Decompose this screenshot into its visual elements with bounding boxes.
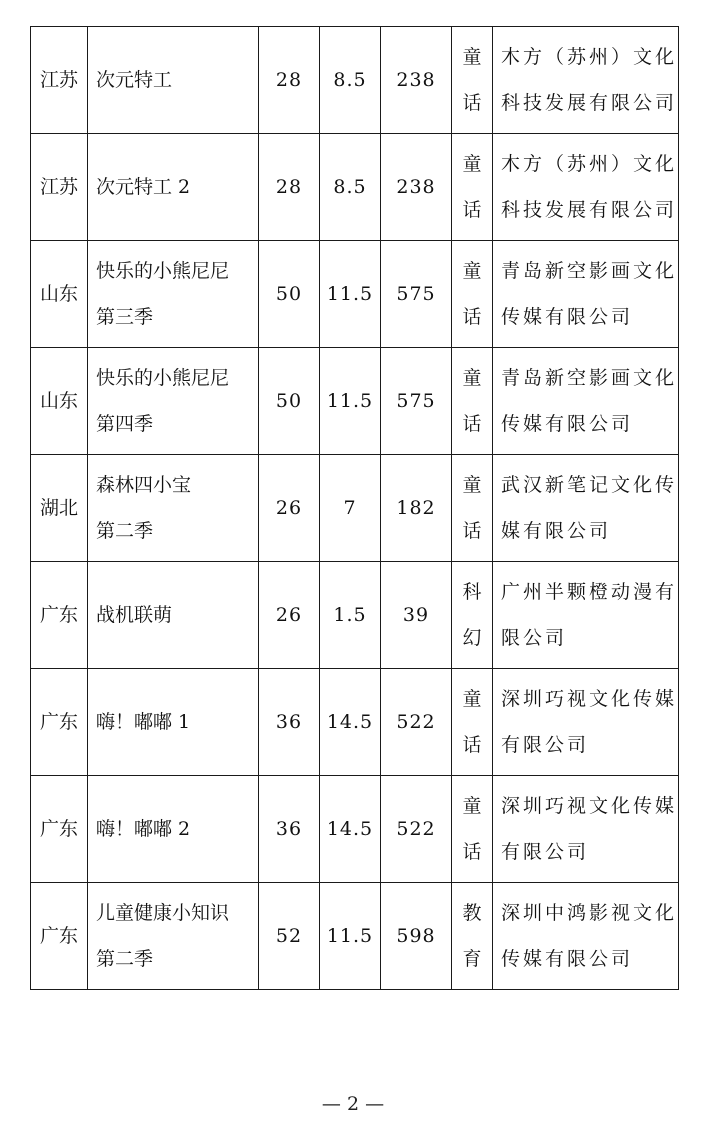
table-row: [31, 27, 679, 134]
minutes-cell: [320, 669, 381, 776]
genre-char: 幻: [462, 627, 482, 649]
company-cell: [493, 241, 679, 348]
genre-char: 科: [462, 581, 482, 603]
total-minutes-cell: [381, 669, 452, 776]
province-cell: [31, 27, 88, 134]
table-row: [31, 455, 679, 562]
company-cell: [493, 134, 679, 241]
genre-cell: [452, 27, 493, 134]
total-minutes-cell: [381, 883, 452, 990]
company-cell: [493, 455, 679, 562]
province-text: 江苏: [39, 176, 78, 198]
title-line: 嗨！嘟嘟 1: [96, 711, 191, 733]
minutes-cell: [320, 241, 381, 348]
title-line: 第二季: [96, 520, 154, 542]
minutes-cell: [320, 455, 381, 562]
company-cell: [493, 27, 679, 134]
company-line: 深圳中鸿影视文化: [501, 902, 678, 924]
animation-listing-table: [30, 26, 679, 990]
province-cell: [31, 776, 88, 883]
company-line: 传媒有限公司: [501, 413, 634, 435]
episodes-cell: [259, 776, 320, 883]
minutes-cell: [320, 27, 381, 134]
company-line: 科技发展有限公司: [501, 92, 678, 114]
total-minutes-value: 522: [396, 818, 436, 840]
title-line: 次元特工: [96, 69, 173, 91]
episodes-value: 28: [275, 176, 303, 198]
episodes-cell: [259, 348, 320, 455]
genre-cell: [452, 669, 493, 776]
title-line: 次元特工 2: [96, 176, 191, 198]
minutes-cell: [320, 562, 381, 669]
episodes-cell: [259, 562, 320, 669]
minutes-cell: [320, 776, 381, 883]
table-row: [31, 776, 679, 883]
genre-char: 童: [462, 153, 482, 175]
episodes-cell: [259, 27, 320, 134]
company-line: 深圳巧视文化传媒: [501, 688, 678, 710]
title-line: 第四季: [96, 413, 154, 435]
minutes-cell: [320, 134, 381, 241]
title-line: 儿童健康小知识: [96, 902, 230, 924]
province-cell: [31, 134, 88, 241]
title-cell: [88, 455, 259, 562]
genre-char: 童: [462, 46, 482, 68]
title-cell: [88, 883, 259, 990]
genre-char: 话: [462, 92, 482, 114]
title-cell: [88, 669, 259, 776]
province-text: 山东: [39, 390, 78, 412]
company-line: 科技发展有限公司: [501, 199, 678, 221]
total-minutes-value: 238: [396, 69, 436, 91]
title-line: 第二季: [96, 948, 154, 970]
total-minutes-value: 575: [396, 283, 436, 305]
title-cell: [88, 134, 259, 241]
genre-char: 童: [462, 795, 482, 817]
company-line: 媒有限公司: [501, 520, 612, 542]
title-cell: [88, 27, 259, 134]
total-minutes-value: 238: [396, 176, 436, 198]
episodes-value: 26: [275, 604, 303, 626]
title-cell: [88, 241, 259, 348]
total-minutes-cell: [381, 348, 452, 455]
total-minutes-cell: [381, 562, 452, 669]
company-line: 木方（苏州）文化: [501, 46, 678, 68]
table-row: [31, 134, 679, 241]
table-row: [31, 348, 679, 455]
province-text: 广东: [39, 711, 78, 733]
company-cell: [493, 348, 679, 455]
total-minutes-value: 39: [402, 604, 430, 626]
total-minutes-value: 575: [396, 390, 436, 412]
company-line: 广州半颗橙动漫有: [501, 581, 678, 603]
province-text: 广东: [39, 925, 78, 947]
province-cell: [31, 562, 88, 669]
province-text: 广东: [39, 604, 78, 626]
company-cell: [493, 669, 679, 776]
company-line: 青岛新空影画文化: [501, 260, 678, 282]
company-line: 传媒有限公司: [501, 948, 634, 970]
episodes-value: 26: [275, 497, 303, 519]
minutes-cell: [320, 883, 381, 990]
company-line: 武汉新笔记文化传: [501, 474, 678, 496]
genre-char: 话: [462, 199, 482, 221]
minutes-value: 8.5: [333, 69, 367, 91]
province-cell: [31, 455, 88, 562]
episodes-value: 50: [275, 283, 303, 305]
title-cell: [88, 562, 259, 669]
total-minutes-value: 522: [396, 711, 436, 733]
company-cell: [493, 776, 679, 883]
genre-char: 教: [462, 902, 482, 924]
company-line: 深圳巧视文化传媒: [501, 795, 678, 817]
episodes-cell: [259, 883, 320, 990]
total-minutes-value: 182: [396, 497, 436, 519]
genre-char: 话: [462, 841, 482, 863]
minutes-value: 1.5: [333, 604, 367, 626]
episodes-value: 50: [275, 390, 303, 412]
title-line: 森林四小宝: [96, 474, 192, 496]
title-cell: [88, 348, 259, 455]
table-row: [31, 883, 679, 990]
genre-cell: [452, 241, 493, 348]
episodes-value: 36: [275, 711, 303, 733]
province-text: 湖北: [39, 497, 78, 519]
genre-char: 童: [462, 688, 482, 710]
total-minutes-cell: [381, 134, 452, 241]
company-line: 有限公司: [501, 734, 590, 756]
table-body: [31, 27, 679, 990]
minutes-value: 14.5: [326, 818, 374, 840]
episodes-value: 36: [275, 818, 303, 840]
episodes-cell: [259, 241, 320, 348]
minutes-value: 14.5: [326, 711, 374, 733]
genre-cell: [452, 883, 493, 990]
minutes-value: 8.5: [333, 176, 367, 198]
episodes-cell: [259, 669, 320, 776]
province-text: 江苏: [39, 69, 78, 91]
genre-cell: [452, 776, 493, 883]
province-cell: [31, 883, 88, 990]
genre-cell: [452, 455, 493, 562]
total-minutes-cell: [381, 455, 452, 562]
minutes-cell: [320, 348, 381, 455]
company-cell: [493, 562, 679, 669]
total-minutes-value: 598: [396, 925, 436, 947]
genre-char: 话: [462, 734, 482, 756]
episodes-value: 28: [275, 69, 303, 91]
company-line: 有限公司: [501, 841, 590, 863]
table-row: [31, 562, 679, 669]
title-line: 战机联萌: [96, 604, 173, 626]
title-line: 嗨！嘟嘟 2: [96, 818, 191, 840]
minutes-value: 7: [343, 497, 357, 519]
province-cell: [31, 348, 88, 455]
genre-char: 童: [462, 260, 482, 282]
genre-cell: [452, 562, 493, 669]
genre-cell: [452, 134, 493, 241]
table-row: [31, 669, 679, 776]
genre-cell: [452, 348, 493, 455]
episodes-value: 52: [275, 925, 303, 947]
title-cell: [88, 776, 259, 883]
genre-char: 童: [462, 474, 482, 496]
company-line: 传媒有限公司: [501, 306, 634, 328]
genre-char: 育: [462, 948, 482, 970]
page-number: — 2 —: [321, 1093, 385, 1115]
episodes-cell: [259, 134, 320, 241]
company-line: 限公司: [501, 627, 568, 649]
province-cell: [31, 669, 88, 776]
province-text: 广东: [39, 818, 78, 840]
total-minutes-cell: [381, 27, 452, 134]
title-line: 第三季: [96, 306, 154, 328]
episodes-cell: [259, 455, 320, 562]
title-line: 快乐的小熊尼尼: [96, 260, 230, 282]
province-text: 山东: [39, 283, 78, 305]
genre-char: 童: [462, 367, 482, 389]
province-cell: [31, 241, 88, 348]
title-line: 快乐的小熊尼尼: [96, 367, 230, 389]
genre-char: 话: [462, 520, 482, 542]
total-minutes-cell: [381, 776, 452, 883]
minutes-value: 11.5: [326, 390, 374, 412]
company-line: 木方（苏州）文化: [501, 153, 678, 175]
genre-char: 话: [462, 413, 482, 435]
genre-char: 话: [462, 306, 482, 328]
total-minutes-cell: [381, 241, 452, 348]
minutes-value: 11.5: [326, 283, 374, 305]
company-line: 青岛新空影画文化: [501, 367, 678, 389]
company-cell: [493, 883, 679, 990]
minutes-value: 11.5: [326, 925, 374, 947]
table-row: [31, 241, 679, 348]
